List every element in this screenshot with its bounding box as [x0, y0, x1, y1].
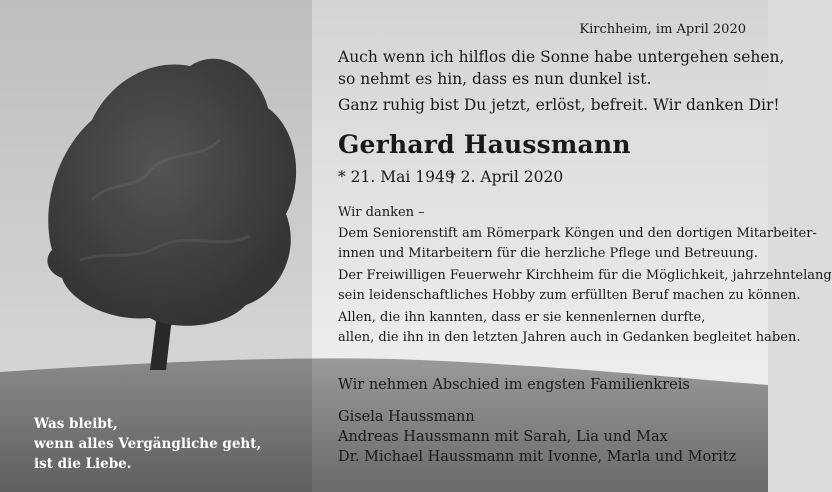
quote-line: wenn alles Vergängliche geht,	[34, 436, 262, 452]
thanks-paragraph	[338, 224, 817, 263]
thanks-intro: Wir danken –	[338, 205, 425, 220]
thanks-line: sein leidenschaftliches Hobby zum erfüllten Beruf machen zu können.	[338, 287, 801, 303]
death-date: † 2. April 2020	[448, 168, 564, 186]
farewell-line: Wir nehmen Abschied im engsten Familienkreis	[338, 377, 690, 393]
thanks-line: Allen, die ihn kannten, dass er sie kennenlernen durfte,	[338, 310, 706, 325]
thanks-paragraph	[338, 308, 800, 347]
family-member: Gisela Haussmann	[338, 409, 475, 425]
thanks-line: allen, die ihn in den letzten Jahren auch in Gedanken begleitet haben.	[338, 329, 801, 345]
deceased-name: Gerhard Haussmann	[338, 130, 631, 159]
quote-line: Was bleibt,	[34, 416, 118, 432]
thanks-line: Der Freiwilligen Feuerwehr Kirchheim für die Möglichkeit, jahrzehntelang	[338, 268, 832, 283]
quote-line: ist die Liebe.	[34, 456, 132, 472]
verse-line: Ganz ruhig bist Du jetzt, erlöst, befreit. Wir danken Dir!	[338, 96, 780, 114]
family-member: Andreas Haussmann mit Sarah, Lia und Max	[338, 429, 668, 445]
thanks-paragraph	[338, 266, 832, 305]
verse-line: so nehmt es hin, dass es nun dunkel ist.	[338, 70, 652, 88]
birth-date: * 21. Mai 1949	[338, 168, 455, 186]
thanks-line: innen und Mitarbeitern für die herzliche Pflege und Betreuung.	[338, 245, 758, 261]
thanks-line: Dem Seniorenstift am Römerpark Köngen und den dortigen Mitarbeiter-	[338, 226, 817, 241]
verse	[338, 46, 784, 90]
place-date: Kirchheim, im April 2020	[579, 22, 746, 37]
memorial-quote	[34, 414, 261, 474]
family-member: Dr. Michael Haussmann mit Ivonne, Marla und Moritz	[338, 449, 737, 465]
verse-line: Auch wenn ich hilflos die Sonne habe untergehen sehen,	[338, 48, 785, 66]
